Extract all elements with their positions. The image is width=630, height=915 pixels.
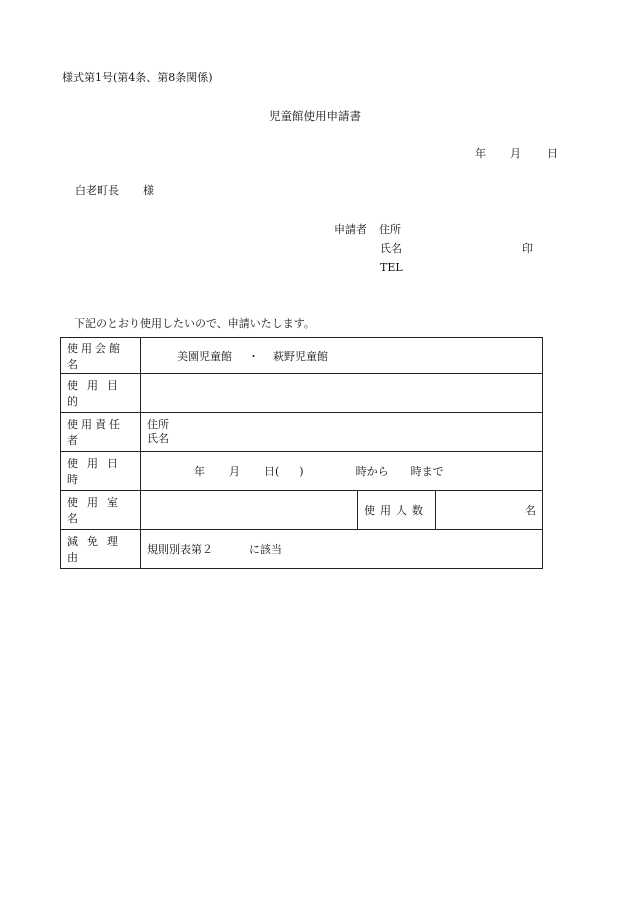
hall-option-hagino[interactable]: 萩野児童館 <box>273 349 328 363</box>
exemption-label-cell <box>61 530 141 569</box>
applicant-label: 申請者 <box>334 223 367 236</box>
addressee <box>75 182 154 198</box>
purpose-label-cell <box>61 374 141 413</box>
addressee-honorific: 様 <box>143 184 154 197</box>
datetime-from: 時から <box>355 465 389 478</box>
page-title: 児童館使用申請書 <box>269 109 361 123</box>
datetime-month: 月 <box>229 465 240 478</box>
people-input-cell[interactable] <box>436 491 543 530</box>
date-line <box>475 145 558 161</box>
exemption-suffix: に該当 <box>249 543 282 556</box>
purpose-label: 使用目的 <box>67 379 127 408</box>
application-table <box>60 337 543 569</box>
hall-option-misono[interactable]: 美園児童館 <box>177 349 232 363</box>
responsible-address-label: 住所 <box>147 418 169 431</box>
responsible-name-label: 氏名 <box>147 432 169 445</box>
exemption-text: 規則別表第２ <box>147 543 213 556</box>
table-row <box>61 338 543 374</box>
applicant-address-label: 住所 <box>379 223 401 236</box>
table-row <box>61 452 543 491</box>
datetime-year: 年 <box>194 465 205 478</box>
hall-label-cell <box>61 338 141 374</box>
datetime-input-cell[interactable] <box>141 452 543 491</box>
room-label: 使用室名 <box>67 496 127 525</box>
room-label-cell <box>61 491 141 530</box>
datetime-until: 時まで <box>410 465 444 478</box>
hall-option-separator: ・ <box>248 349 259 363</box>
datetime-label-cell <box>61 452 141 491</box>
hall-options-cell[interactable] <box>141 338 543 374</box>
applicant-block <box>334 220 533 277</box>
applicant-tel-label: TEL <box>380 261 403 274</box>
responsible-label: 使用責任者 <box>67 418 123 447</box>
people-unit: 名 <box>525 504 537 517</box>
seal-label: 印 <box>522 242 533 255</box>
table-row <box>61 491 543 530</box>
purpose-input-cell[interactable] <box>141 374 543 413</box>
table-row <box>61 413 543 452</box>
date-day-label: 日 <box>547 147 558 160</box>
room-input-cell[interactable] <box>141 491 358 530</box>
applicant-name-label: 氏名 <box>380 242 402 255</box>
datetime-label: 使用日時 <box>67 457 127 486</box>
date-month-label: 月 <box>510 147 521 160</box>
exemption-input-cell[interactable] <box>141 530 543 569</box>
table-row <box>61 530 543 569</box>
table-row <box>61 374 543 413</box>
exemption-label: 減免理由 <box>67 535 127 564</box>
form-number: 様式第1号(第4条、第8条関係) <box>62 71 213 84</box>
datetime-weekday-close: ) <box>299 465 304 478</box>
responsible-input-cell[interactable] <box>141 413 543 452</box>
datetime-day: 日( <box>264 465 280 478</box>
lead-text: 下記のとおり使用したいので、申請いたします。 <box>74 317 315 330</box>
addressee-name: 白老町長 <box>75 184 119 197</box>
people-label-cell <box>358 491 436 530</box>
responsible-label-cell <box>61 413 141 452</box>
hall-label: 使用会館名 <box>67 341 123 371</box>
people-label: 使用人数 <box>364 504 428 517</box>
date-year-label: 年 <box>475 147 486 160</box>
